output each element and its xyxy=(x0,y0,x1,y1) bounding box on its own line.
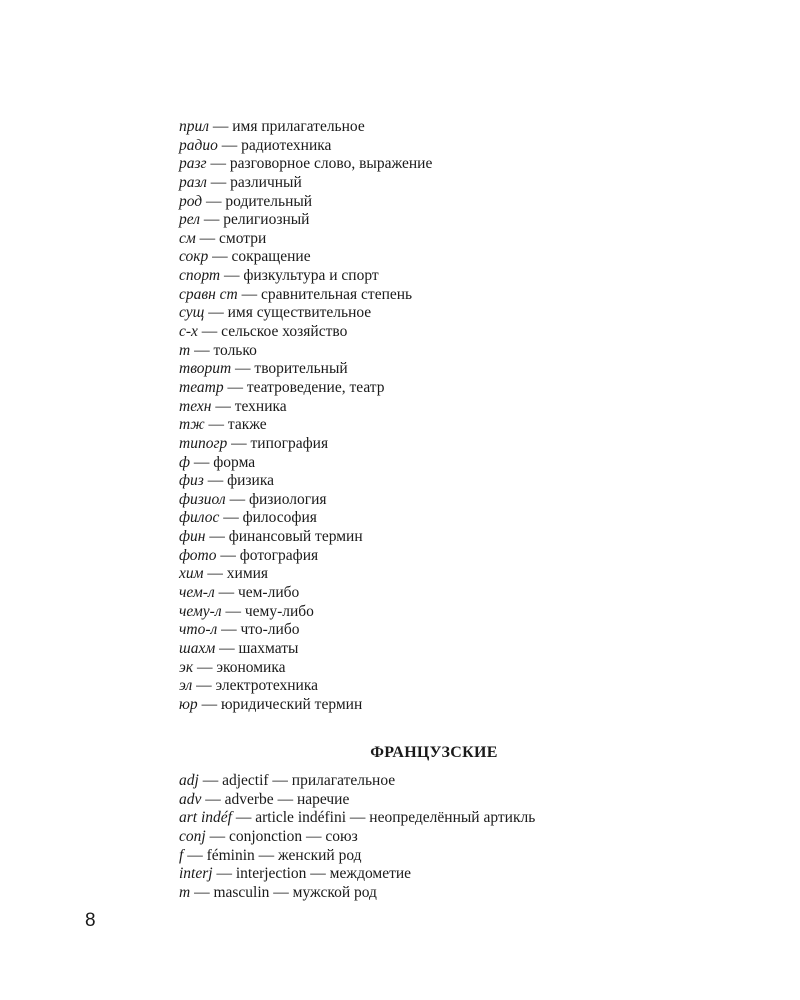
abbreviation: юр xyxy=(179,695,198,713)
list-item xyxy=(179,677,739,696)
abbreviation: эл xyxy=(179,677,193,695)
meaning: только xyxy=(213,341,257,359)
dash: — xyxy=(197,695,221,713)
page-number: 8 xyxy=(85,910,96,931)
abbreviation: сущ xyxy=(179,304,205,322)
dash: — xyxy=(211,397,235,415)
meaning: conjonction — союз xyxy=(228,827,358,845)
meaning: чем-либо xyxy=(237,584,300,602)
meaning: смотри xyxy=(219,229,267,247)
abbreviation: interj xyxy=(179,865,213,883)
abbreviation: филос xyxy=(179,509,220,527)
abbreviation: прил xyxy=(179,118,210,135)
dash: — xyxy=(183,846,207,864)
abbreviation: спорт xyxy=(179,267,221,285)
abbreviation: эк xyxy=(179,658,194,676)
dash: — xyxy=(217,621,241,639)
meaning: различный xyxy=(230,173,302,191)
list-item xyxy=(179,584,739,603)
abbreviation: чем-л xyxy=(179,584,215,602)
abbreviation: т xyxy=(179,341,191,359)
abbreviation: ф xyxy=(179,453,191,471)
dash: — xyxy=(214,584,238,602)
dash: — xyxy=(190,453,214,471)
abbreviation: творит xyxy=(179,360,232,378)
abbreviation: f xyxy=(179,846,184,864)
dash: — xyxy=(190,883,214,901)
list-item xyxy=(179,248,739,267)
meaning: религиозный xyxy=(223,211,310,229)
dash: — xyxy=(192,677,216,695)
abbreviation: разл xyxy=(179,173,207,191)
list-item xyxy=(179,865,739,884)
meaning: также xyxy=(227,416,267,434)
list-item xyxy=(179,230,739,249)
list-item xyxy=(179,528,739,547)
list-item xyxy=(179,211,739,230)
list-item xyxy=(179,847,739,866)
list-item xyxy=(179,772,739,791)
abbreviation: с-х xyxy=(179,323,198,341)
abbreviation: фото xyxy=(179,546,217,564)
dash: — xyxy=(190,341,214,359)
list-item xyxy=(179,547,739,566)
section-heading-french: ФРАНЦУЗСКИЕ xyxy=(370,744,498,761)
list-item xyxy=(179,155,739,174)
dash: — xyxy=(193,658,217,676)
meaning: interjection — междометие xyxy=(235,865,412,883)
list-item xyxy=(179,472,739,491)
dash: — xyxy=(209,118,233,135)
abbreviation: хим xyxy=(179,565,204,583)
dash: — xyxy=(208,248,232,266)
list-item xyxy=(179,416,739,435)
meaning: финансовый термин xyxy=(228,528,363,546)
meaning: masculin — мужской род xyxy=(213,883,377,901)
dash: — xyxy=(200,211,224,229)
abbreviation: conj xyxy=(179,827,206,845)
abbreviation: art indéf xyxy=(179,809,232,827)
meaning: юридический термин xyxy=(220,695,363,713)
list-item xyxy=(179,137,739,156)
abbreviation: adj xyxy=(179,772,199,789)
dash: — xyxy=(212,865,236,883)
dash: — xyxy=(231,360,255,378)
dash: — xyxy=(205,827,229,845)
list-item xyxy=(179,174,739,193)
dash: — xyxy=(206,155,230,173)
dash: — xyxy=(206,173,231,191)
abbreviation: сравн ст xyxy=(179,285,238,303)
list-item xyxy=(179,828,739,847)
list-item xyxy=(179,435,739,454)
dash: — xyxy=(195,229,220,247)
dash: — xyxy=(220,267,244,285)
meaning: article indéfini — неопределённый артикль xyxy=(255,809,536,827)
list-item xyxy=(179,454,739,473)
abbreviation: что-л xyxy=(179,621,218,639)
dash: — xyxy=(219,509,243,527)
abbreviation: типогр xyxy=(179,434,228,452)
meaning: сельское хозяйство xyxy=(221,323,348,341)
list-item xyxy=(179,118,739,137)
list-item xyxy=(179,565,739,584)
french-abbreviations-list xyxy=(179,772,739,902)
dash: — xyxy=(198,772,223,789)
abbreviation: m xyxy=(179,883,191,901)
list-item xyxy=(179,884,739,903)
meaning: шахматы xyxy=(238,639,299,657)
meaning: физкультура и спорт xyxy=(243,267,379,285)
meaning: физика xyxy=(227,472,274,490)
list-item xyxy=(179,640,739,659)
meaning: физиология xyxy=(248,490,327,508)
meaning: родительный xyxy=(225,192,313,210)
meaning: электротехника xyxy=(215,677,319,695)
abbreviation: физ xyxy=(179,472,204,490)
list-item xyxy=(179,398,739,417)
abbreviation: разг xyxy=(179,155,207,173)
meaning: форма xyxy=(213,453,256,471)
abbreviation: рел xyxy=(179,211,201,229)
abbreviation: фин xyxy=(179,528,206,546)
list-item xyxy=(179,621,739,640)
dash: — xyxy=(217,136,242,154)
meaning: adjectif — прилагательное xyxy=(222,772,396,789)
dash: — xyxy=(221,602,245,620)
dash: — xyxy=(216,546,240,564)
dash: — xyxy=(203,565,227,583)
dash: — xyxy=(231,809,256,827)
meaning: творительный xyxy=(254,360,348,378)
dash: — xyxy=(203,472,228,490)
meaning: техника xyxy=(234,397,287,415)
list-item xyxy=(179,509,739,528)
meaning: féminin — женский род xyxy=(206,846,362,864)
dash: — xyxy=(215,639,239,657)
abbreviation: шахм xyxy=(179,639,216,657)
meaning: химия xyxy=(226,565,269,583)
meaning: чему-либо xyxy=(244,602,314,620)
dash: — xyxy=(201,790,225,808)
list-item xyxy=(179,379,739,398)
list-item xyxy=(179,342,739,361)
abbreviation: тж xyxy=(179,416,205,434)
abbreviation: см xyxy=(179,229,196,247)
dash: — xyxy=(237,285,261,303)
abbreviation: сокр xyxy=(179,248,209,266)
dash: — xyxy=(202,192,226,210)
meaning: сравнительная степень xyxy=(261,285,413,303)
list-item xyxy=(179,286,739,305)
dash: — xyxy=(225,490,249,508)
list-item xyxy=(179,791,739,810)
meaning: имя прилагательное xyxy=(232,118,365,135)
dash: — xyxy=(204,416,228,434)
list-item xyxy=(179,323,739,342)
list-item xyxy=(179,809,739,828)
list-item xyxy=(179,491,739,510)
meaning: имя существительное xyxy=(227,304,372,322)
russian-abbreviations-list xyxy=(179,118,739,715)
dash: — xyxy=(205,528,229,546)
meaning: экономика xyxy=(216,658,286,676)
list-item xyxy=(179,193,739,212)
dash: — xyxy=(197,323,222,341)
list-item xyxy=(179,659,739,678)
abbreviation: физиол xyxy=(179,490,226,508)
meaning: театроведение, театр xyxy=(246,378,385,396)
dash: — xyxy=(227,434,251,452)
meaning: философия xyxy=(242,509,317,527)
meaning: типография xyxy=(250,434,329,452)
list-item xyxy=(179,267,739,286)
abbreviation: род xyxy=(179,192,203,210)
list-item xyxy=(179,696,739,715)
list-item xyxy=(179,603,739,622)
abbreviation: театр xyxy=(179,378,224,396)
meaning: adverbe — наречие xyxy=(224,790,350,808)
abbreviation: радио xyxy=(179,136,218,154)
meaning: сокращение xyxy=(231,248,311,266)
list-item xyxy=(179,360,739,379)
list-item xyxy=(179,304,739,323)
meaning: что-либо xyxy=(240,621,300,639)
abbreviation: техн xyxy=(179,397,212,415)
abbreviation: чему-л xyxy=(179,602,222,620)
abbreviation: adv xyxy=(179,790,202,808)
meaning: разговорное слово, выражение xyxy=(229,155,433,173)
meaning: радиотехника xyxy=(241,136,332,154)
meaning: фотография xyxy=(239,546,319,564)
dash: — xyxy=(204,304,228,322)
dash: — xyxy=(223,378,247,396)
